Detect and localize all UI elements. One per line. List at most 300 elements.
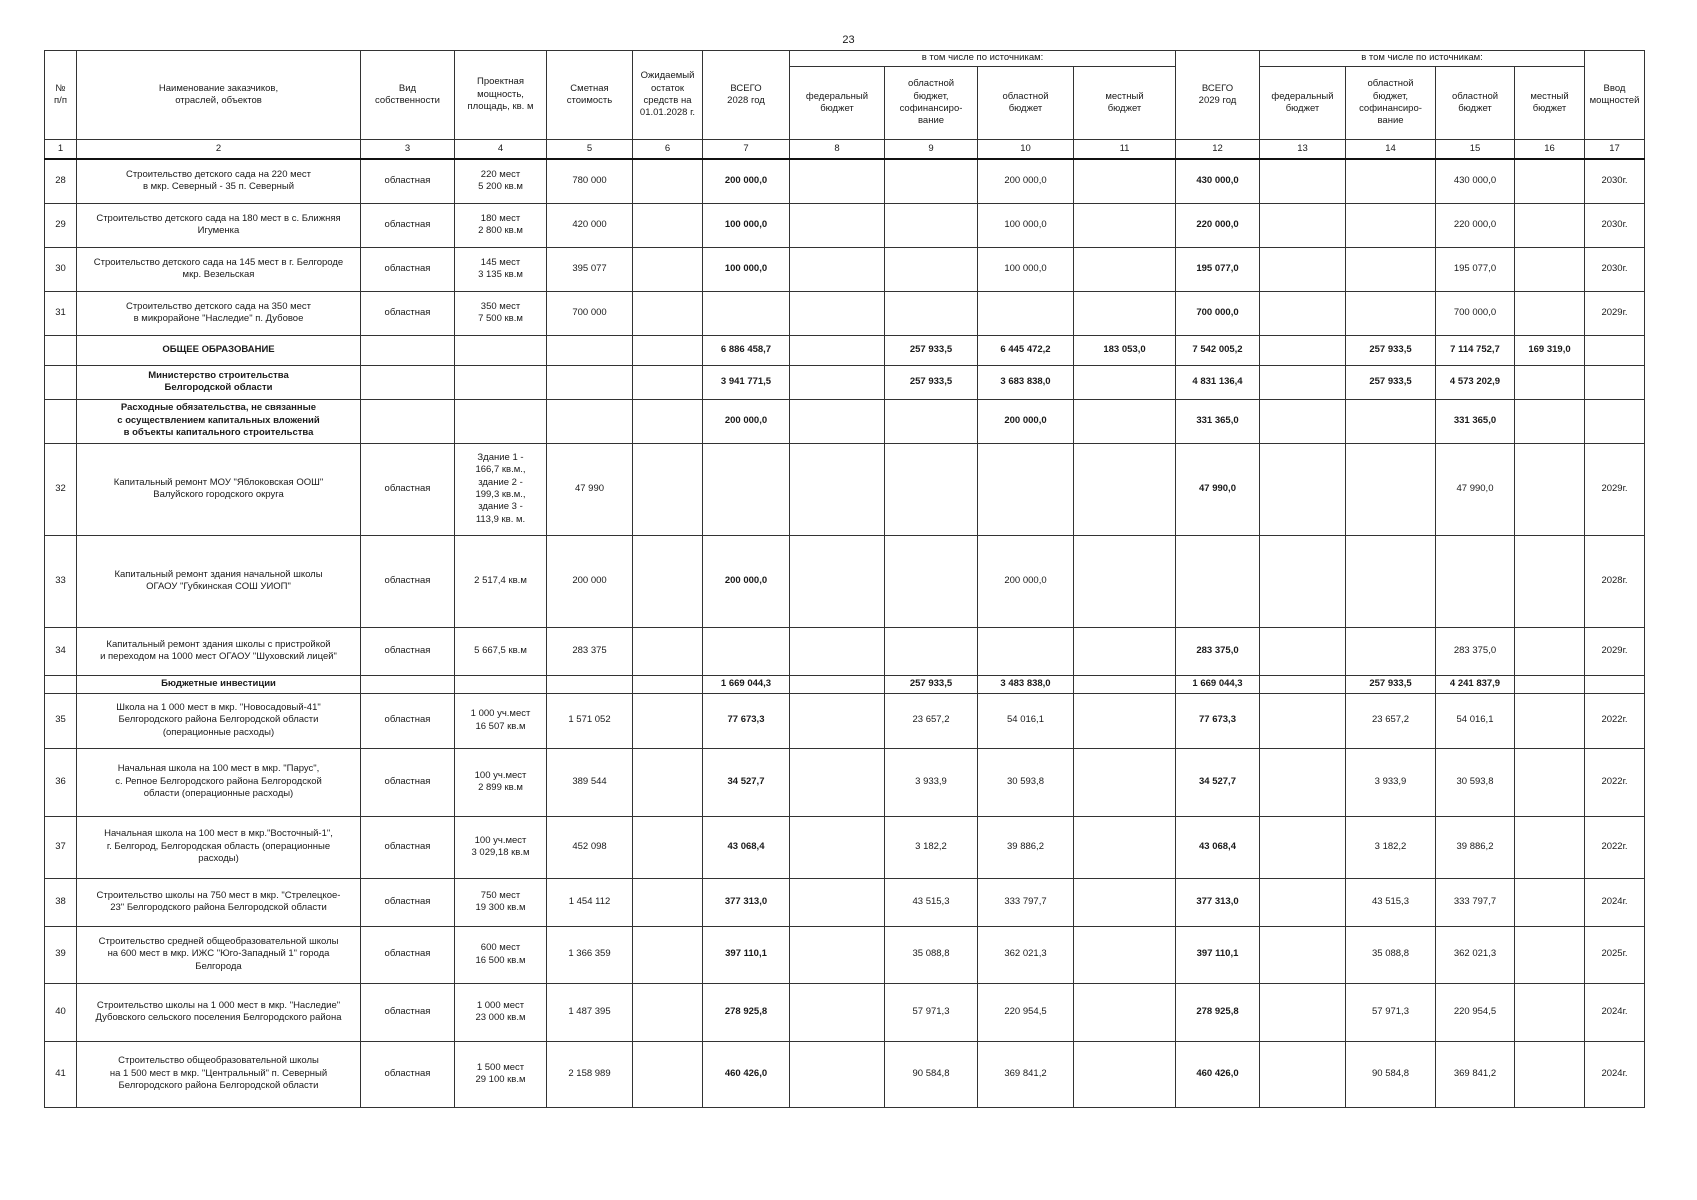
regional-cofin-2028 <box>885 535 978 627</box>
header-federal-2028: федеральный бюджет <box>790 67 885 140</box>
column-number: 2 <box>77 140 361 160</box>
commissioning-year <box>1585 399 1645 443</box>
federal-2029 <box>1260 983 1346 1041</box>
column-number: 7 <box>703 140 790 160</box>
local-2028 <box>1074 627 1176 675</box>
federal-2029 <box>1260 1041 1346 1107</box>
table-row <box>45 878 1645 926</box>
local-2028 <box>1074 1041 1176 1107</box>
federal-2029 <box>1260 365 1346 399</box>
capacity <box>455 335 547 365</box>
total-2028: 200 000,0 <box>703 399 790 443</box>
regional-2028: 369 841,2 <box>978 1041 1074 1107</box>
total-2029: 43 068,4 <box>1176 816 1260 878</box>
total-2029: 47 990,0 <box>1176 443 1260 535</box>
table-group-row <box>45 365 1645 399</box>
estimate-cost: 47 990 <box>547 443 633 535</box>
capacity: 100 уч.мест 3 029,18 кв.м <box>455 816 547 878</box>
expected-balance <box>633 748 703 816</box>
regional-cofin-2029: 257 933,5 <box>1346 335 1436 365</box>
row-number: 34 <box>45 627 77 675</box>
ownership <box>361 365 455 399</box>
object-name: Школа на 1 000 мест в мкр. "Новосадовый-41" Белгородского района Белгородской области (операционные расходы) <box>77 693 361 748</box>
row-number <box>45 335 77 365</box>
regional-cofin-2029 <box>1346 443 1436 535</box>
local-2028 <box>1074 203 1176 247</box>
estimate-cost <box>547 365 633 399</box>
estimate-cost: 700 000 <box>547 291 633 335</box>
capacity: 750 мест 19 300 кв.м <box>455 878 547 926</box>
regional-cofin-2029 <box>1346 627 1436 675</box>
header-expected-balance: Ожидаемый остаток средств на 01.01.2028 г. <box>633 51 703 140</box>
regional-2029: 430 000,0 <box>1436 159 1515 203</box>
commissioning-year: 2022г. <box>1585 693 1645 748</box>
ownership: областная <box>361 443 455 535</box>
header-total-2028: ВСЕГО 2028 год <box>703 51 790 140</box>
capacity: 220 мест 5 200 кв.м <box>455 159 547 203</box>
local-2028 <box>1074 247 1176 291</box>
federal-2028 <box>790 365 885 399</box>
commissioning-year: 2025г. <box>1585 926 1645 983</box>
regional-2028: 333 797,7 <box>978 878 1074 926</box>
ownership <box>361 399 455 443</box>
local-2029 <box>1515 816 1585 878</box>
row-number: 33 <box>45 535 77 627</box>
object-name: Строительство детского сада на 180 мест в с. Ближняя Игуменка <box>77 203 361 247</box>
expected-balance <box>633 878 703 926</box>
page-number: 23 <box>842 34 855 46</box>
local-2028 <box>1074 399 1176 443</box>
header-commissioning: Ввод мощностей <box>1585 51 1645 140</box>
total-2028: 6 886 458,7 <box>703 335 790 365</box>
expected-balance <box>633 291 703 335</box>
estimate-cost: 2 158 989 <box>547 1041 633 1107</box>
capital-investment-table <box>44 50 1645 1108</box>
federal-2028 <box>790 693 885 748</box>
regional-cofin-2029: 35 088,8 <box>1346 926 1436 983</box>
commissioning-year: 2022г. <box>1585 816 1645 878</box>
expected-balance <box>633 627 703 675</box>
regional-2029: 369 841,2 <box>1436 1041 1515 1107</box>
regional-2028 <box>978 443 1074 535</box>
federal-2029 <box>1260 535 1346 627</box>
total-2029: 331 365,0 <box>1176 399 1260 443</box>
local-2028 <box>1074 926 1176 983</box>
regional-cofin-2028 <box>885 247 978 291</box>
row-number: 32 <box>45 443 77 535</box>
federal-2029 <box>1260 693 1346 748</box>
object-name: Бюджетные инвестиции <box>77 675 361 693</box>
total-2028: 34 527,7 <box>703 748 790 816</box>
regional-2028: 6 445 472,2 <box>978 335 1074 365</box>
estimate-cost: 1 571 052 <box>547 693 633 748</box>
expected-balance <box>633 247 703 291</box>
capacity: 5 667,5 кв.м <box>455 627 547 675</box>
column-number: 9 <box>885 140 978 160</box>
capacity: 1 000 уч.мест 16 507 кв.м <box>455 693 547 748</box>
commissioning-year: 2024г. <box>1585 1041 1645 1107</box>
local-2029 <box>1515 675 1585 693</box>
regional-2028: 54 016,1 <box>978 693 1074 748</box>
total-2029: 1 669 044,3 <box>1176 675 1260 693</box>
total-2029: 34 527,7 <box>1176 748 1260 816</box>
federal-2028 <box>790 675 885 693</box>
total-2029: 195 077,0 <box>1176 247 1260 291</box>
regional-2028: 200 000,0 <box>978 159 1074 203</box>
regional-cofin-2028: 23 657,2 <box>885 693 978 748</box>
header-total-2029: ВСЕГО 2029 год <box>1176 51 1260 140</box>
federal-2028 <box>790 159 885 203</box>
header-name: Наименование заказчиков, отраслей, объектов <box>77 51 361 140</box>
estimate-cost <box>547 399 633 443</box>
estimate-cost: 1 487 395 <box>547 983 633 1041</box>
row-number: 38 <box>45 878 77 926</box>
header-regional-2028: областной бюджет <box>978 67 1074 140</box>
local-2029 <box>1515 203 1585 247</box>
table-row <box>45 748 1645 816</box>
table-row <box>45 983 1645 1041</box>
local-2028 <box>1074 983 1176 1041</box>
estimate-cost: 200 000 <box>547 535 633 627</box>
total-2029: 700 000,0 <box>1176 291 1260 335</box>
column-number: 13 <box>1260 140 1346 160</box>
object-name: Расходные обязательства, не связанные с осуществлением капитальных вложений в объекты капитального строительства <box>77 399 361 443</box>
commissioning-year <box>1585 675 1645 693</box>
header-regional-2029: областной бюджет <box>1436 67 1515 140</box>
object-name: Строительство общеобразовательной школы на 1 500 мест в мкр. "Центральный" п. Северный Белгородского района Белгородской области <box>77 1041 361 1107</box>
object-name: ОБЩЕЕ ОБРАЗОВАНИЕ <box>77 335 361 365</box>
total-2029: 283 375,0 <box>1176 627 1260 675</box>
header-estimate: Сметная стоимость <box>547 51 633 140</box>
regional-cofin-2028: 90 584,8 <box>885 1041 978 1107</box>
expected-balance <box>633 159 703 203</box>
table-group-row <box>45 675 1645 693</box>
commissioning-year: 2029г. <box>1585 291 1645 335</box>
local-2029 <box>1515 926 1585 983</box>
capacity: 1 500 мест 29 100 кв.м <box>455 1041 547 1107</box>
ownership: областная <box>361 693 455 748</box>
regional-cofin-2028: 57 971,3 <box>885 983 978 1041</box>
regional-cofin-2029: 57 971,3 <box>1346 983 1436 1041</box>
regional-cofin-2028 <box>885 443 978 535</box>
estimate-cost: 395 077 <box>547 247 633 291</box>
local-2028 <box>1074 159 1176 203</box>
total-2029: 430 000,0 <box>1176 159 1260 203</box>
regional-cofin-2029 <box>1346 203 1436 247</box>
regional-cofin-2029: 257 933,5 <box>1346 365 1436 399</box>
total-2028: 377 313,0 <box>703 878 790 926</box>
commissioning-year: 2029г. <box>1585 443 1645 535</box>
federal-2029 <box>1260 291 1346 335</box>
object-name: Строительство детского сада на 220 мест в мкр. Северный - 35 п. Северный <box>77 159 361 203</box>
federal-2029 <box>1260 399 1346 443</box>
regional-cofin-2028: 257 933,5 <box>885 365 978 399</box>
estimate-cost: 780 000 <box>547 159 633 203</box>
regional-2029: 195 077,0 <box>1436 247 1515 291</box>
object-name: Строительство детского сада на 145 мест в г. Белгороде мкр. Везельская <box>77 247 361 291</box>
regional-2028: 100 000,0 <box>978 247 1074 291</box>
regional-cofin-2028: 257 933,5 <box>885 335 978 365</box>
capacity: 600 мест 16 500 кв.м <box>455 926 547 983</box>
ownership: областная <box>361 926 455 983</box>
estimate-cost: 1 454 112 <box>547 878 633 926</box>
local-2029 <box>1515 1041 1585 1107</box>
row-number: 29 <box>45 203 77 247</box>
capacity: 2 517,4 кв.м <box>455 535 547 627</box>
federal-2028 <box>790 535 885 627</box>
object-name: Строительство школы на 1 000 мест в мкр. "Наследие" Дубовского сельского поселения Белгородского района <box>77 983 361 1041</box>
regional-cofin-2028 <box>885 627 978 675</box>
total-2028: 3 941 771,5 <box>703 365 790 399</box>
regional-2029: 7 114 752,7 <box>1436 335 1515 365</box>
local-2029 <box>1515 399 1585 443</box>
expected-balance <box>633 926 703 983</box>
column-number: 3 <box>361 140 455 160</box>
ownership <box>361 335 455 365</box>
local-2028 <box>1074 291 1176 335</box>
total-2028 <box>703 443 790 535</box>
commissioning-year: 2030г. <box>1585 247 1645 291</box>
total-2028: 1 669 044,3 <box>703 675 790 693</box>
object-name: Строительство средней общеобразовательной школы на 600 мест в мкр. ИЖС "Юго-Западный 1" города Белгорода <box>77 926 361 983</box>
row-number <box>45 365 77 399</box>
regional-2029: 333 797,7 <box>1436 878 1515 926</box>
capacity: 350 мест 7 500 кв.м <box>455 291 547 335</box>
regional-cofin-2029: 43 515,3 <box>1346 878 1436 926</box>
regional-2028: 220 954,5 <box>978 983 1074 1041</box>
object-name: Капитальный ремонт здания начальной школы ОГАОУ "Губкинская СОШ УИОП" <box>77 535 361 627</box>
column-number: 4 <box>455 140 547 160</box>
column-number: 5 <box>547 140 633 160</box>
total-2029: 220 000,0 <box>1176 203 1260 247</box>
federal-2029 <box>1260 878 1346 926</box>
total-2029: 397 110,1 <box>1176 926 1260 983</box>
table-row <box>45 926 1645 983</box>
header-num: № п/п <box>45 51 77 140</box>
regional-2029: 220 000,0 <box>1436 203 1515 247</box>
table-row <box>45 816 1645 878</box>
header-local-2028: местный бюджет <box>1074 67 1176 140</box>
total-2029: 77 673,3 <box>1176 693 1260 748</box>
federal-2028 <box>790 1041 885 1107</box>
header-sources-2029: в том числе по источникам: <box>1260 51 1585 67</box>
row-number: 39 <box>45 926 77 983</box>
commissioning-year: 2029г. <box>1585 627 1645 675</box>
capacity: 180 мест 2 800 кв.м <box>455 203 547 247</box>
regional-cofin-2029 <box>1346 291 1436 335</box>
expected-balance <box>633 675 703 693</box>
regional-2028: 200 000,0 <box>978 535 1074 627</box>
expected-balance <box>633 443 703 535</box>
commissioning-year: 2028г. <box>1585 535 1645 627</box>
row-number: 28 <box>45 159 77 203</box>
total-2029: 377 313,0 <box>1176 878 1260 926</box>
local-2029 <box>1515 627 1585 675</box>
column-number: 11 <box>1074 140 1176 160</box>
commissioning-year: 2030г. <box>1585 159 1645 203</box>
header-capacity: Проектная мощность, площадь, кв. м <box>455 51 547 140</box>
row-number: 35 <box>45 693 77 748</box>
local-2029 <box>1515 693 1585 748</box>
table-row <box>45 203 1645 247</box>
ownership: областная <box>361 627 455 675</box>
regional-cofin-2029: 3 182,2 <box>1346 816 1436 878</box>
header-ownership: Вид собственности <box>361 51 455 140</box>
regional-2029: 30 593,8 <box>1436 748 1515 816</box>
regional-cofin-2029: 3 933,9 <box>1346 748 1436 816</box>
regional-2028: 3 683 838,0 <box>978 365 1074 399</box>
estimate-cost <box>547 335 633 365</box>
expected-balance <box>633 203 703 247</box>
table-row <box>45 1041 1645 1107</box>
row-number: 30 <box>45 247 77 291</box>
row-number: 36 <box>45 748 77 816</box>
capacity: Здание 1 - 166,7 кв.м., здание 2 - 199,3 кв.м., здание 3 - 113,9 кв. м. <box>455 443 547 535</box>
ownership: областная <box>361 203 455 247</box>
local-2028 <box>1074 878 1176 926</box>
local-2028 <box>1074 443 1176 535</box>
local-2028 <box>1074 675 1176 693</box>
regional-2029: 4 573 202,9 <box>1436 365 1515 399</box>
ownership: областная <box>361 535 455 627</box>
row-number: 31 <box>45 291 77 335</box>
local-2029 <box>1515 291 1585 335</box>
commissioning-year: 2030г. <box>1585 203 1645 247</box>
regional-2028: 362 021,3 <box>978 926 1074 983</box>
table-row <box>45 247 1645 291</box>
regional-cofin-2028: 35 088,8 <box>885 926 978 983</box>
local-2029 <box>1515 247 1585 291</box>
estimate-cost: 420 000 <box>547 203 633 247</box>
capacity: 100 уч.мест 2 899 кв.м <box>455 748 547 816</box>
table-row <box>45 291 1645 335</box>
ownership: областная <box>361 748 455 816</box>
local-2029 <box>1515 159 1585 203</box>
federal-2029 <box>1260 748 1346 816</box>
regional-cofin-2028 <box>885 203 978 247</box>
federal-2028 <box>790 816 885 878</box>
regional-cofin-2028: 3 182,2 <box>885 816 978 878</box>
regional-2029: 283 375,0 <box>1436 627 1515 675</box>
column-number: 17 <box>1585 140 1645 160</box>
regional-2029: 4 241 837,9 <box>1436 675 1515 693</box>
table-row <box>45 693 1645 748</box>
total-2029 <box>1176 535 1260 627</box>
federal-2028 <box>790 627 885 675</box>
federal-2029 <box>1260 675 1346 693</box>
regional-2028: 39 886,2 <box>978 816 1074 878</box>
federal-2029 <box>1260 443 1346 535</box>
total-2028: 200 000,0 <box>703 159 790 203</box>
object-name: Капитальный ремонт здания школы с пристройкой и переходом на 1000 мест ОГАОУ "Шуховский лицей" <box>77 627 361 675</box>
commissioning-year: 2024г. <box>1585 878 1645 926</box>
local-2028: 183 053,0 <box>1074 335 1176 365</box>
expected-balance <box>633 335 703 365</box>
federal-2029 <box>1260 926 1346 983</box>
ownership: областная <box>361 878 455 926</box>
estimate-cost: 452 098 <box>547 816 633 878</box>
total-2028: 278 925,8 <box>703 983 790 1041</box>
total-2028: 397 110,1 <box>703 926 790 983</box>
total-2028: 77 673,3 <box>703 693 790 748</box>
federal-2028 <box>790 878 885 926</box>
federal-2029 <box>1260 816 1346 878</box>
column-number: 12 <box>1176 140 1260 160</box>
regional-2028: 30 593,8 <box>978 748 1074 816</box>
local-2029 <box>1515 365 1585 399</box>
local-2029 <box>1515 748 1585 816</box>
total-2029: 460 426,0 <box>1176 1041 1260 1107</box>
regional-2029: 362 021,3 <box>1436 926 1515 983</box>
regional-cofin-2029 <box>1346 247 1436 291</box>
local-2029 <box>1515 535 1585 627</box>
capacity: 1 000 мест 23 000 кв.м <box>455 983 547 1041</box>
federal-2029 <box>1260 159 1346 203</box>
regional-cofin-2029: 257 933,5 <box>1346 675 1436 693</box>
federal-2029 <box>1260 247 1346 291</box>
object-name: Строительство школы на 750 мест в мкр. "Стрелецкое- 23" Белгородского района Белгородской области <box>77 878 361 926</box>
total-2028: 43 068,4 <box>703 816 790 878</box>
column-number: 1 <box>45 140 77 160</box>
table-row <box>45 535 1645 627</box>
regional-2028 <box>978 291 1074 335</box>
row-number: 40 <box>45 983 77 1041</box>
regional-cofin-2029 <box>1346 159 1436 203</box>
regional-2028: 3 483 838,0 <box>978 675 1074 693</box>
object-name: Строительство детского сада на 350 мест в микрорайоне "Наследие" п. Дубовое <box>77 291 361 335</box>
local-2028 <box>1074 693 1176 748</box>
ownership: областная <box>361 816 455 878</box>
total-2028 <box>703 291 790 335</box>
regional-cofin-2029: 23 657,2 <box>1346 693 1436 748</box>
header-sources-2028: в том числе по источникам: <box>790 51 1176 67</box>
row-number <box>45 399 77 443</box>
object-name: Начальная школа на 100 мест в мкр."Восточный-1", г. Белгород, Белгородская область (операционные расходы) <box>77 816 361 878</box>
regional-2029: 54 016,1 <box>1436 693 1515 748</box>
commissioning-year <box>1585 335 1645 365</box>
expected-balance <box>633 535 703 627</box>
regional-cofin-2028 <box>885 291 978 335</box>
object-name: Капитальный ремонт МОУ "Яблоковская ООШ" Валуйского городского округа <box>77 443 361 535</box>
header-federal-2029: федеральный бюджет <box>1260 67 1346 140</box>
local-2029 <box>1515 983 1585 1041</box>
estimate-cost: 389 544 <box>547 748 633 816</box>
federal-2028 <box>790 291 885 335</box>
federal-2028 <box>790 983 885 1041</box>
local-2029 <box>1515 443 1585 535</box>
regional-cofin-2029 <box>1346 535 1436 627</box>
table-row <box>45 443 1645 535</box>
local-2029 <box>1515 878 1585 926</box>
table-row <box>45 159 1645 203</box>
regional-2028 <box>978 627 1074 675</box>
regional-2028: 100 000,0 <box>978 203 1074 247</box>
commissioning-year: 2022г. <box>1585 748 1645 816</box>
column-number: 10 <box>978 140 1074 160</box>
row-number: 37 <box>45 816 77 878</box>
ownership: областная <box>361 291 455 335</box>
expected-balance <box>633 1041 703 1107</box>
commissioning-year: 2024г. <box>1585 983 1645 1041</box>
ownership <box>361 675 455 693</box>
column-number: 16 <box>1515 140 1585 160</box>
estimate-cost: 283 375 <box>547 627 633 675</box>
regional-cofin-2028 <box>885 399 978 443</box>
federal-2029 <box>1260 627 1346 675</box>
object-name: Начальная школа на 100 мест в мкр. "Парус", с. Репное Белгородского района Белгородской области (операционные расходы) <box>77 748 361 816</box>
regional-cofin-2028: 43 515,3 <box>885 878 978 926</box>
column-number: 6 <box>633 140 703 160</box>
